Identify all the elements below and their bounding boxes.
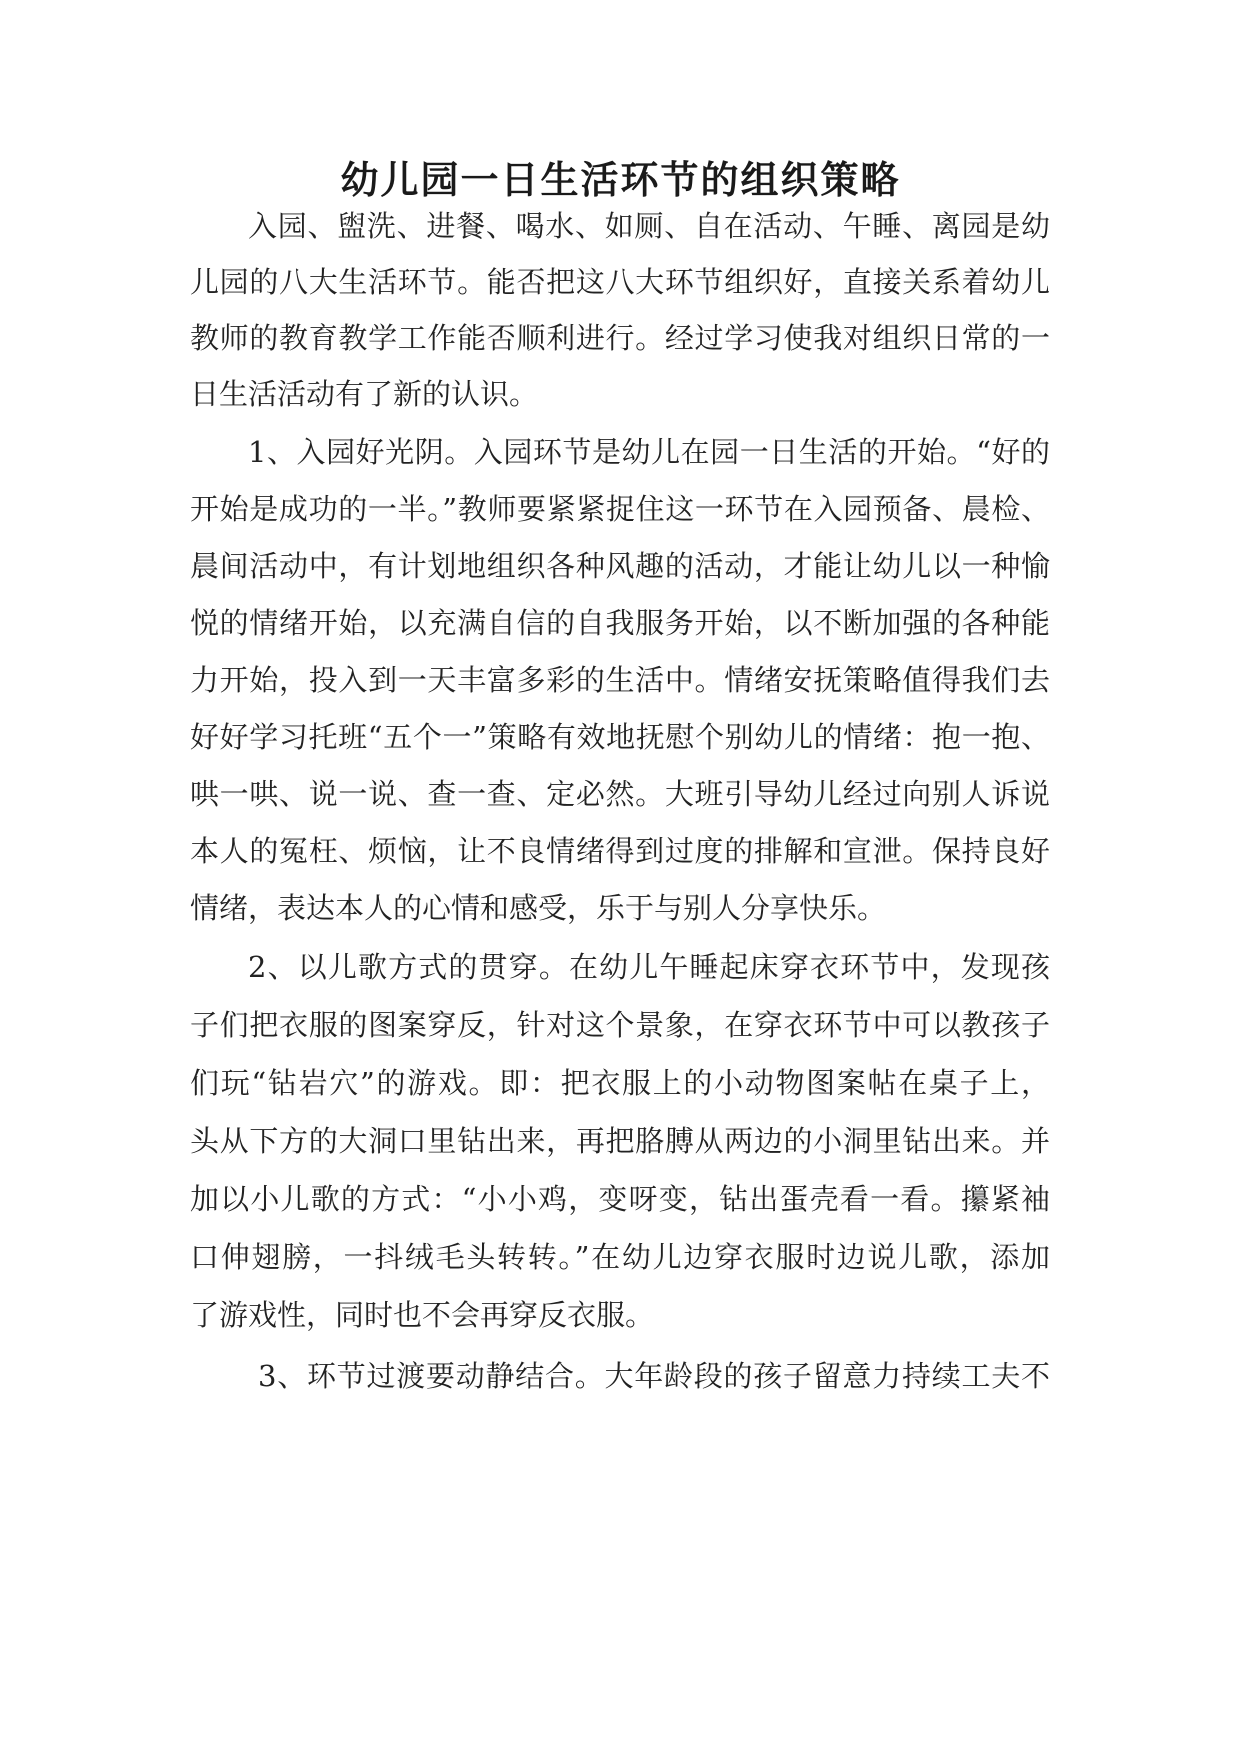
text-line: 本人的冤枉、烦恼，让不良情绪得到过度的排解和宣泄。保持良好 bbox=[190, 834, 1050, 868]
text-line: 2、以儿歌方式的贯穿。在幼儿午睡起床穿衣环节中，发现孩 bbox=[248, 950, 1050, 984]
text-line: 入园、盥洗、进餐、喝水、如厕、自在活动、午睡、离园是幼 bbox=[248, 209, 1050, 243]
text-line: 头从下方的大洞口里钻出来，再把胳膊从两边的小洞里钻出来。并 bbox=[190, 1124, 1050, 1158]
text-line: 力开始，投入到一天丰富多彩的生活中。情绪安抚策略值得我们去 bbox=[190, 663, 1050, 697]
text-line: 1、入园好光阴。入园环节是幼儿在园一日生活的开始。“好的 bbox=[248, 435, 1050, 469]
text-line: 教师的教育教学工作能否顺利进行。经过学习使我对组织日常的一 bbox=[190, 321, 1050, 355]
text-line: 好好学习托班“五个一”策略有效地抚慰个别幼儿的情绪：抱一抱、 bbox=[190, 720, 1050, 754]
text-line: 3、环节过渡要动静结合。大年龄段的孩子留意力持续工夫不 bbox=[258, 1359, 1050, 1393]
text-line: 哄一哄、说一说、查一查、定必然。大班引导幼儿经过向别人诉说 bbox=[190, 777, 1050, 811]
text-line: 口伸翅膀，一抖绒毛头转转。”在幼儿边穿衣服时边说儿歌，添加 bbox=[190, 1240, 1050, 1274]
text-line: 悦的情绪开始，以充满自信的自我服务开始，以不断加强的各种能 bbox=[190, 606, 1050, 640]
text-line: 们玩“钻岩穴”的游戏。即：把衣服上的小动物图案帖在桌子上， bbox=[190, 1066, 1050, 1100]
page-title: 幼儿园一日生活环节的组织策略 bbox=[340, 157, 901, 202]
text-line: 儿园的八大生活环节。能否把这八大环节组织好，直接关系着幼儿 bbox=[190, 265, 1050, 299]
text-line: 开始是成功的一半。”教师要紧紧捉住这一环节在入园预备、晨检、 bbox=[190, 492, 1050, 526]
text-line: 情绪，表达本人的心情和感受，乐于与别人分享快乐。 bbox=[190, 891, 887, 925]
text-line: 子们把衣服的图案穿反，针对这个景象，在穿衣环节中可以教孩子 bbox=[190, 1008, 1050, 1042]
text-line: 了游戏性，同时也不会再穿反衣服。 bbox=[190, 1298, 655, 1332]
text-line: 日生活活动有了新的认识。 bbox=[190, 377, 539, 411]
text-line: 晨间活动中，有计划地组织各种风趣的活动，才能让幼儿以一种愉 bbox=[190, 549, 1050, 583]
text-line: 加以小儿歌的方式：“小小鸡，变呀变，钻出蛋壳看一看。攥紧袖 bbox=[190, 1182, 1050, 1216]
